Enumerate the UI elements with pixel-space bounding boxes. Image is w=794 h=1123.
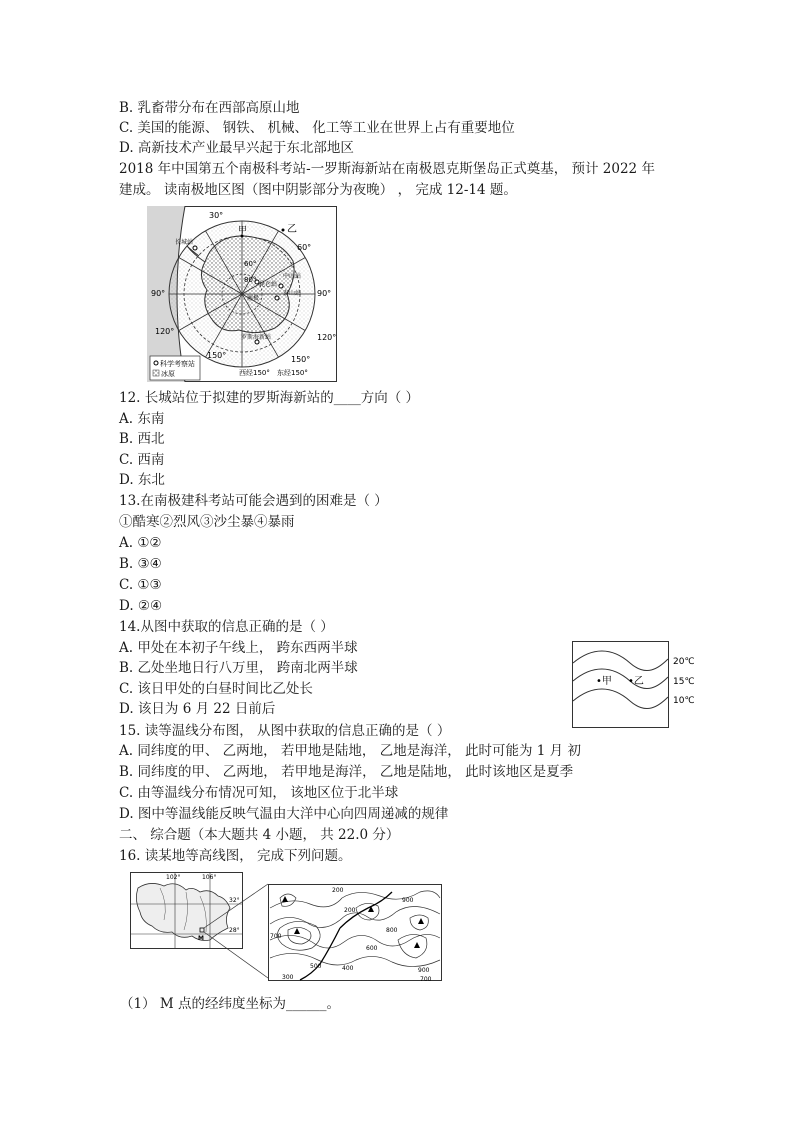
label-c200a: 200 <box>332 887 344 894</box>
label-60s: 60° <box>244 260 257 268</box>
label-lon102: 102° <box>166 874 181 881</box>
q14-option-d: D. 该日为 6 月 22 日前后 <box>119 701 276 717</box>
q13-option-b: B. ③④ <box>119 556 162 572</box>
label-c600: 600 <box>366 945 378 952</box>
label-yi: •乙 <box>628 676 644 687</box>
q15-option-c: C. 由等温线分布情况可知， 该地区位于北半球 <box>119 785 399 801</box>
label-30: 30° <box>209 211 224 220</box>
label-lat32: 32° <box>229 897 240 904</box>
label-kunlun: 昆仑站 <box>259 281 278 288</box>
label-jia: 甲 <box>238 226 248 236</box>
q13-option-a: A. ①② <box>119 535 162 551</box>
label-150e: 150° <box>291 355 311 364</box>
q15-option-b: B. 同纬度的甲、 乙两地， 若甲地是海洋， 乙地是陆地， 此时该地区是夏季 <box>119 764 574 780</box>
label-c700a: 700 <box>270 933 282 940</box>
q13-items: ①酷寒②烈风③沙尘暴④暴雨 <box>119 514 295 530</box>
label-lat28: 28° <box>229 927 240 934</box>
question-13: 13.在南极建科考站可能会遇到的困难是（ ） <box>119 493 388 509</box>
option-d-hightech: D. 高新技术产业最早兴起于东北部地区 <box>119 140 354 156</box>
q13-option-d: D. ②④ <box>119 598 163 614</box>
label-c900a: 900 <box>402 897 414 904</box>
label-lon106: 106° <box>202 874 217 881</box>
q12-option-d: D. 东北 <box>119 472 165 488</box>
label-c500: 500 <box>310 963 322 970</box>
station-legend-icon <box>154 361 158 365</box>
q14-option-a: A. 甲处在本初子午线上， 跨东西两半球 <box>119 640 358 656</box>
label-c800: 800 <box>386 927 398 934</box>
label-90w: 90° <box>151 289 166 298</box>
q15-option-a: A. 同纬度的甲、 乙两地， 若甲地是陆地， 乙地是海洋， 此时可能为 1 月 初 <box>119 743 581 759</box>
q14-option-b: B. 乙处坐地日行八万里， 跨南北两半球 <box>119 660 358 676</box>
label-c700b: 700 <box>420 976 432 983</box>
label-zhongshan: 中山站 <box>283 273 302 280</box>
label-10c: 10℃ <box>673 696 695 706</box>
label-bottom-e: 东经150° <box>277 369 308 377</box>
label-bottom-w: 西经150° <box>239 369 270 377</box>
label-c200b: 200 <box>344 907 356 914</box>
label-120w: 120° <box>155 327 175 336</box>
q15-option-d: D. 图中等温线能反映气温由大洋中心向四周递减的规律 <box>119 806 449 822</box>
section-heading-2: 二、 综合题（本大题共 4 小题， 共 22.0 分） <box>119 827 400 843</box>
antarctic-map <box>147 206 337 382</box>
q12-option-a: A. 东南 <box>119 411 165 427</box>
isotherm-chart <box>572 641 706 729</box>
q13-option-c: C. ①③ <box>119 577 162 593</box>
label-c400: 400 <box>342 965 354 972</box>
label-changcheng: 长城站 <box>175 239 194 246</box>
question-16-1: （1） M 点的经纬度坐标为______。 <box>120 996 340 1012</box>
label-15c: 15℃ <box>673 677 695 687</box>
q12-option-b: B. 西北 <box>119 431 165 447</box>
label-yi: 乙 <box>287 224 297 235</box>
label-150w: 150° <box>207 351 227 360</box>
legend-station: 科学考察站 <box>160 360 195 368</box>
label-80s: 80° <box>244 276 257 284</box>
label-60-e: 60° <box>297 243 312 252</box>
contour-map <box>130 868 443 986</box>
question-14: 14.从图中获取的信息正确的是（ ） <box>119 619 334 635</box>
label-90e: 90° <box>317 289 332 298</box>
label-nanji: 南极 <box>247 295 260 302</box>
label-jia: •甲 <box>596 676 612 687</box>
question-12: 12. 长城站位于拟建的罗斯海新站的____方向（ ） <box>119 390 420 406</box>
q12-option-c: C. 西南 <box>119 452 165 468</box>
passage-text-2: 建成。 读南极地区图（图中阴影部分为夜晚） ， 完成 12-14 题。 <box>119 182 517 198</box>
label-120e: 120° <box>317 333 337 342</box>
question-16: 16. 读某地等高线图， 完成下列问题。 <box>119 848 352 864</box>
option-c-industry: C. 美国的能源、 钢铁、 机械、 化工等工业在世界上占有重要地位 <box>119 120 515 136</box>
option-b-dairy: B. 乳畜带分布在西部高原山地 <box>119 100 300 116</box>
label-luosihai: 罗斯海新站 <box>241 334 272 341</box>
question-15: 15. 读等温线分布图， 从图中获取的信息正确的是（ ） <box>119 723 451 739</box>
ice-legend-icon <box>153 370 159 376</box>
label-m: M <box>198 935 204 942</box>
label-c900b: 900 <box>418 967 430 974</box>
label-taishan: 泰山站 <box>283 290 302 297</box>
q14-option-c: C. 该日甲处的白昼时间比乙处长 <box>119 681 313 697</box>
passage-text-1: 2018 年中国第五个南极科考站-一罗斯海新站在南极恩克斯堡岛正式奠基， 预计 2022 年 <box>119 161 655 177</box>
label-c300: 300 <box>282 974 294 981</box>
label-20c: 20℃ <box>673 657 695 667</box>
legend-ice: 冰原 <box>161 370 175 378</box>
